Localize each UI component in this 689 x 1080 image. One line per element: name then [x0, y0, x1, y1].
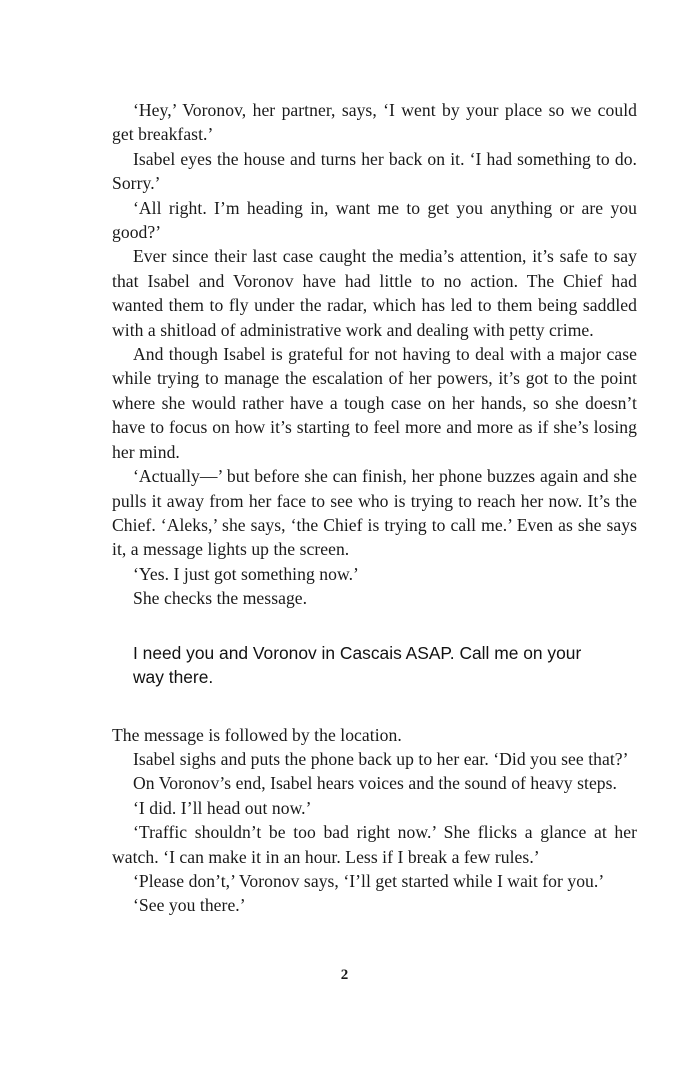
paragraph: The message is followed by the location.: [112, 724, 402, 745]
paragraph: ‘Hey,’ Voronov, her partner, says, ‘I went by your place so we could get breakfast.’: [112, 100, 637, 145]
paragraph: On Voronov’s end, Isabel hears voices and the sound of heavy steps.: [133, 773, 617, 794]
paragraph: ‘Please don’t,’ Voronov says, ‘I’ll get started while I wait for you.’: [133, 870, 605, 891]
paragraph: Isabel sighs and puts the phone back up to her ear. ‘Did you see that?’: [133, 748, 629, 769]
page-number: 2: [340, 967, 349, 983]
paragraph: ‘Yes. I just got something now.’: [133, 563, 359, 584]
paragraph: ‘See you there.’: [133, 895, 246, 916]
paragraph: Isabel eyes the house and turns her back on it. ‘I had something to do. Sorry.’: [112, 148, 637, 194]
paragraph: ‘Actually—’ but before she can finish, her phone buzzes again and she pulls it away from her face to see who is trying to reach her now. It’s the Chief. ‘Aleks,’ she says, ‘the Chief is trying to call me.’ Even as she says it, a message lights up the screen.: [112, 466, 637, 560]
paragraph: Ever since their last case caught the media’s attention, it’s safe to say that Isabel and Voronov have had little to no action. The Chief had wanted them to fly under the radar, which has led to them being saddled with a shitload of administrative work and dealing with petty crime.: [112, 246, 637, 340]
paragraph: And though Isabel is grateful for not having to deal with a major case while trying to manage the escalation of her powers, it’s got to the point where she would rather have a tough case on her hands, so she doesn’t have to focus on how it’s starting to feel more and more as if she’s losing her mind.: [112, 344, 637, 462]
paragraph: ‘Traffic shouldn’t be too bad right now.’ She flicks a glance at her watch. ‘I can make it in an hour. Less if I break a few rules.’: [112, 822, 637, 867]
text-message-block: I need you and Voronov in Cascais ASAP. Call me on your way there.: [133, 642, 582, 687]
paragraph: ‘I did. I’ll head out now.’: [133, 797, 312, 818]
book-page: [112, 98, 637, 918]
paragraph: ‘All right. I’m heading in, want me to get you anything or are you good?’: [112, 197, 637, 243]
paragraph: She checks the message.: [133, 588, 308, 609]
